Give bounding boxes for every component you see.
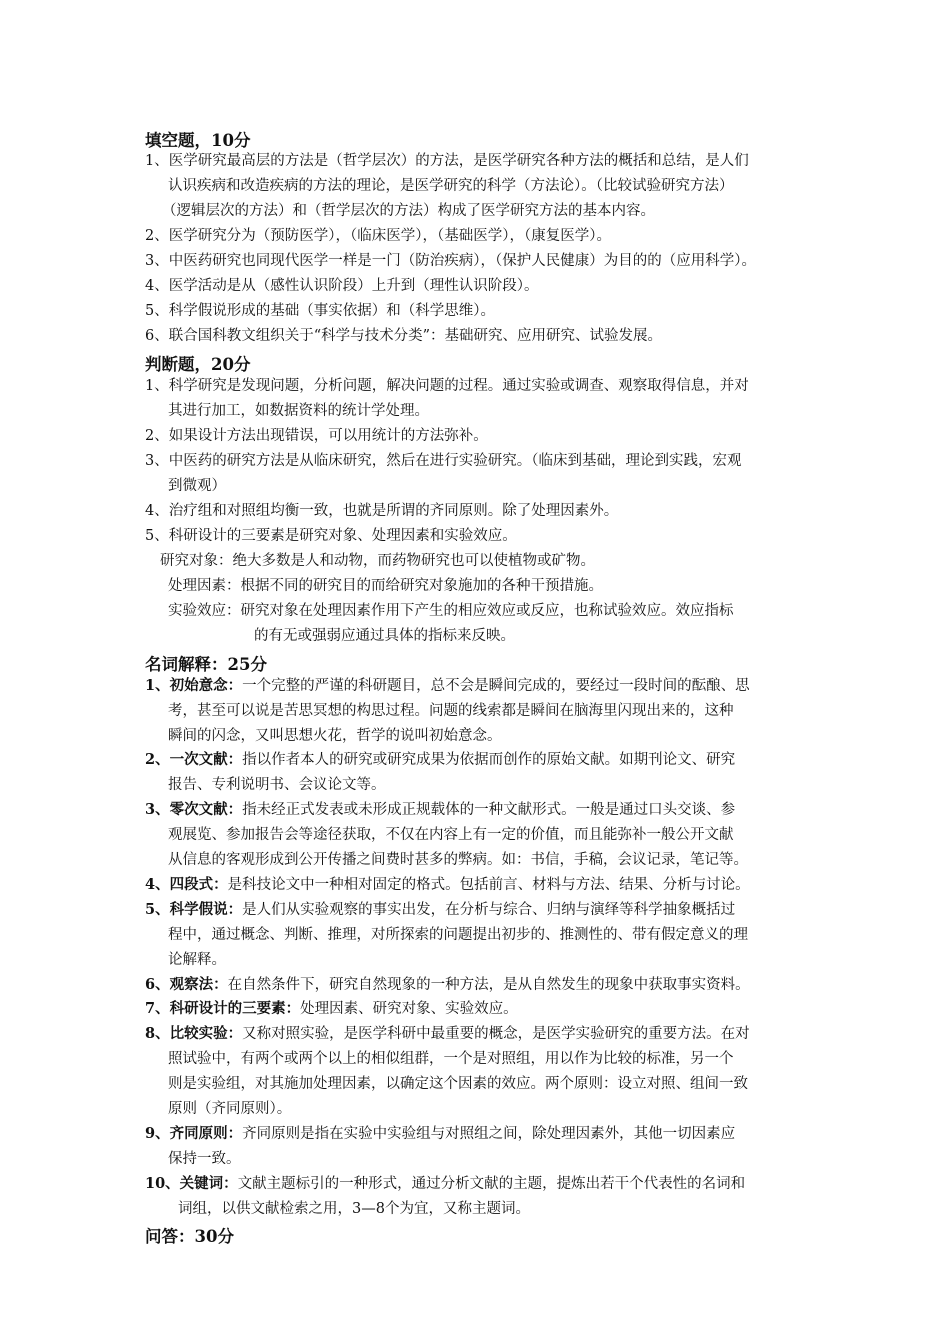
text-line: 研究对象：绝大多数是人和动物，而药物研究也可以使植物或矿物。: [160, 553, 595, 569]
term-label: 2、一次文献：: [145, 751, 243, 768]
term-line: [145, 1174, 745, 1194]
text-line: 考，甚至可以说是苦思冥想的构思过程。问题的线索都是瞬间在脑海里闪现出来的，这种: [168, 703, 734, 719]
text-line: 1、医学研究最高层的方法是（哲学层次）的方法，是医学研究各种方法的概括和总结，是人们: [145, 153, 749, 169]
text-line: 照试验中，有两个或两个以上的相似组群，一个是对照组，用以作为比较的标准，另一个: [168, 1051, 734, 1067]
text-line: 5、科研设计的三要素是研究对象、处理因素和实验效应。: [145, 528, 517, 544]
term-definition: 处理因素、研究对象、实验效应。: [300, 1001, 518, 1017]
term-line: [145, 999, 518, 1019]
term-label: 3、零次文献：: [145, 801, 243, 818]
text-line: 实验效应：研究对象在处理因素作用下产生的相应效应或反应，也称试验效应。效应指标: [168, 603, 734, 619]
term-label: 9、齐同原则：: [145, 1125, 243, 1142]
term-line: [145, 1024, 750, 1044]
term-label: 7、科研设计的三要素：: [145, 1000, 301, 1017]
text-line: 1、科学研究是发现问题，分析问题，解决问题的过程。通过实验或调查、观察取得信息，并对: [145, 378, 749, 394]
term-line: [145, 900, 735, 920]
term-line: [145, 676, 750, 696]
text-line: 处理因素：根据不同的研究目的而给研究对象施加的各种干预措施。: [168, 578, 603, 594]
term-line: [145, 800, 735, 820]
term-definition: 文献主题标引的一种形式，通过分析文献的主题，提炼出若干个代表性的名词和: [237, 1176, 746, 1192]
section-heading-terms: 名词解释：25分: [145, 655, 267, 674]
term-definition: 一个完整的严谨的科研题目，总不会是瞬间完成的，要经过一段时间的酝酿、思: [242, 678, 750, 694]
term-definition: 指以作者本人的研究或研究成果为依据而创作的原始文献。如期刊论文、研究: [242, 752, 736, 768]
text-line: 其进行加工，如数据资料的统计学处理。: [168, 403, 429, 419]
text-line: 则是实验组，对其施加处理因素，以确定这个因素的效应。两个原则：设立对照、组间一致: [168, 1076, 748, 1092]
text-line: 5、科学假说形成的基础（事实依据）和（科学思维）。: [145, 303, 495, 319]
term-definition: 又称对照实验，是医学科研中最重要的概念，是医学实验研究的重要方法。在对: [242, 1026, 750, 1042]
text-line: 3、中医药的研究方法是从临床研究，然后在进行实验研究。（临床到基础，理论到实践，宏观: [145, 453, 742, 469]
section-heading-true-false: 判断题，20分: [145, 355, 251, 374]
text-line: 的有无或强弱应通过具体的指标来反映。: [254, 628, 515, 644]
term-line: [145, 975, 750, 995]
text-line: 观展览、参加报告会等途径获取，不仅在内容上有一定的价值，而且能弥补一般公开文献: [168, 827, 734, 843]
term-label: 5、科学假说：: [145, 901, 243, 918]
term-label: 1、初始意念：: [145, 677, 243, 694]
text-line: 2、如果设计方法出现错误，可以用统计的方法弥补。: [145, 428, 488, 444]
text-line: 保持一致。: [168, 1151, 241, 1167]
term-definition: 齐同原则是指在实验中实验组与对照组之间，除处理因素外，其他一切因素应: [242, 1126, 736, 1142]
text-line: 4、治疗组和对照组均衡一致，也就是所谓的齐同原则。除了处理因素外。: [145, 503, 619, 519]
text-line: 程中，通过概念、判断、推理，对所探索的问题提出初步的、推测性的、带有假定意义的理: [168, 927, 748, 943]
term-line: [145, 1124, 735, 1144]
section-heading-fill-blank: 填空题，10分: [145, 131, 251, 150]
text-line: 6、联合国科教文组织关于“科学与技术分类”：基础研究、应用研究、试验发展。: [145, 328, 663, 344]
text-line: 4、医学活动是从（感性认识阶段）上升到（理性认识阶段）。: [145, 278, 539, 294]
term-definition: 是人们从实验观察的事实出发，在分析与综合、归纳与演绎等科学抽象概括过: [242, 902, 736, 918]
section-heading-qa: 问答：30分: [145, 1227, 234, 1246]
text-line: （逻辑层次的方法）和（哲学层次的方法）构成了医学研究方法的基本内容。: [162, 203, 655, 219]
term-label: 10、关键词：: [145, 1175, 238, 1192]
term-definition: 在自然条件下，研究自然现象的一种方法，是从自然发生的现象中获取事实资料。: [227, 977, 750, 993]
term-label: 6、观察法：: [145, 976, 228, 993]
term-definition: 是科技论文中一种相对固定的格式。包括前言、材料与方法、结果、分析与讨论。: [227, 877, 750, 893]
text-line: 报告、专利说明书、会议论文等。: [168, 777, 386, 793]
text-line: 2、医学研究分为（预防医学），（临床医学），（基础医学），（康复医学）。: [145, 228, 611, 244]
text-line: 3、中医药研究也同现代医学一样是一门（防治疾病），（保护人民健康）为目的的（应用科学）。: [145, 253, 756, 269]
text-line: 认识疾病和改造疾病的方法的理论，是医学研究的科学（方法论）。（比较试验研究方法）: [168, 178, 734, 194]
term-definition: 指未经正式发表或未形成正规载体的一种文献形式。一般是通过口头交谈、参: [242, 802, 736, 818]
text-line: 原则（齐同原则）。: [168, 1101, 292, 1117]
text-line: 到微观）: [168, 478, 226, 494]
text-line: 词组，以供文献检索之用，3—8个为宜，又称主题词。: [178, 1201, 530, 1217]
term-line: [145, 750, 735, 770]
text-line: 论解释。: [168, 952, 226, 968]
term-label: 8、比较实验：: [145, 1025, 243, 1042]
text-line: 瞬间的闪念，又叫思想火花，哲学的说叫初始意念。: [168, 728, 502, 744]
term-line: [145, 875, 750, 895]
term-label: 4、四段式：: [145, 876, 228, 893]
text-line: 从信息的客观形成到公开传播之间费时甚多的弊病。如：书信，手稿，会议记录，笔记等。: [168, 852, 748, 868]
